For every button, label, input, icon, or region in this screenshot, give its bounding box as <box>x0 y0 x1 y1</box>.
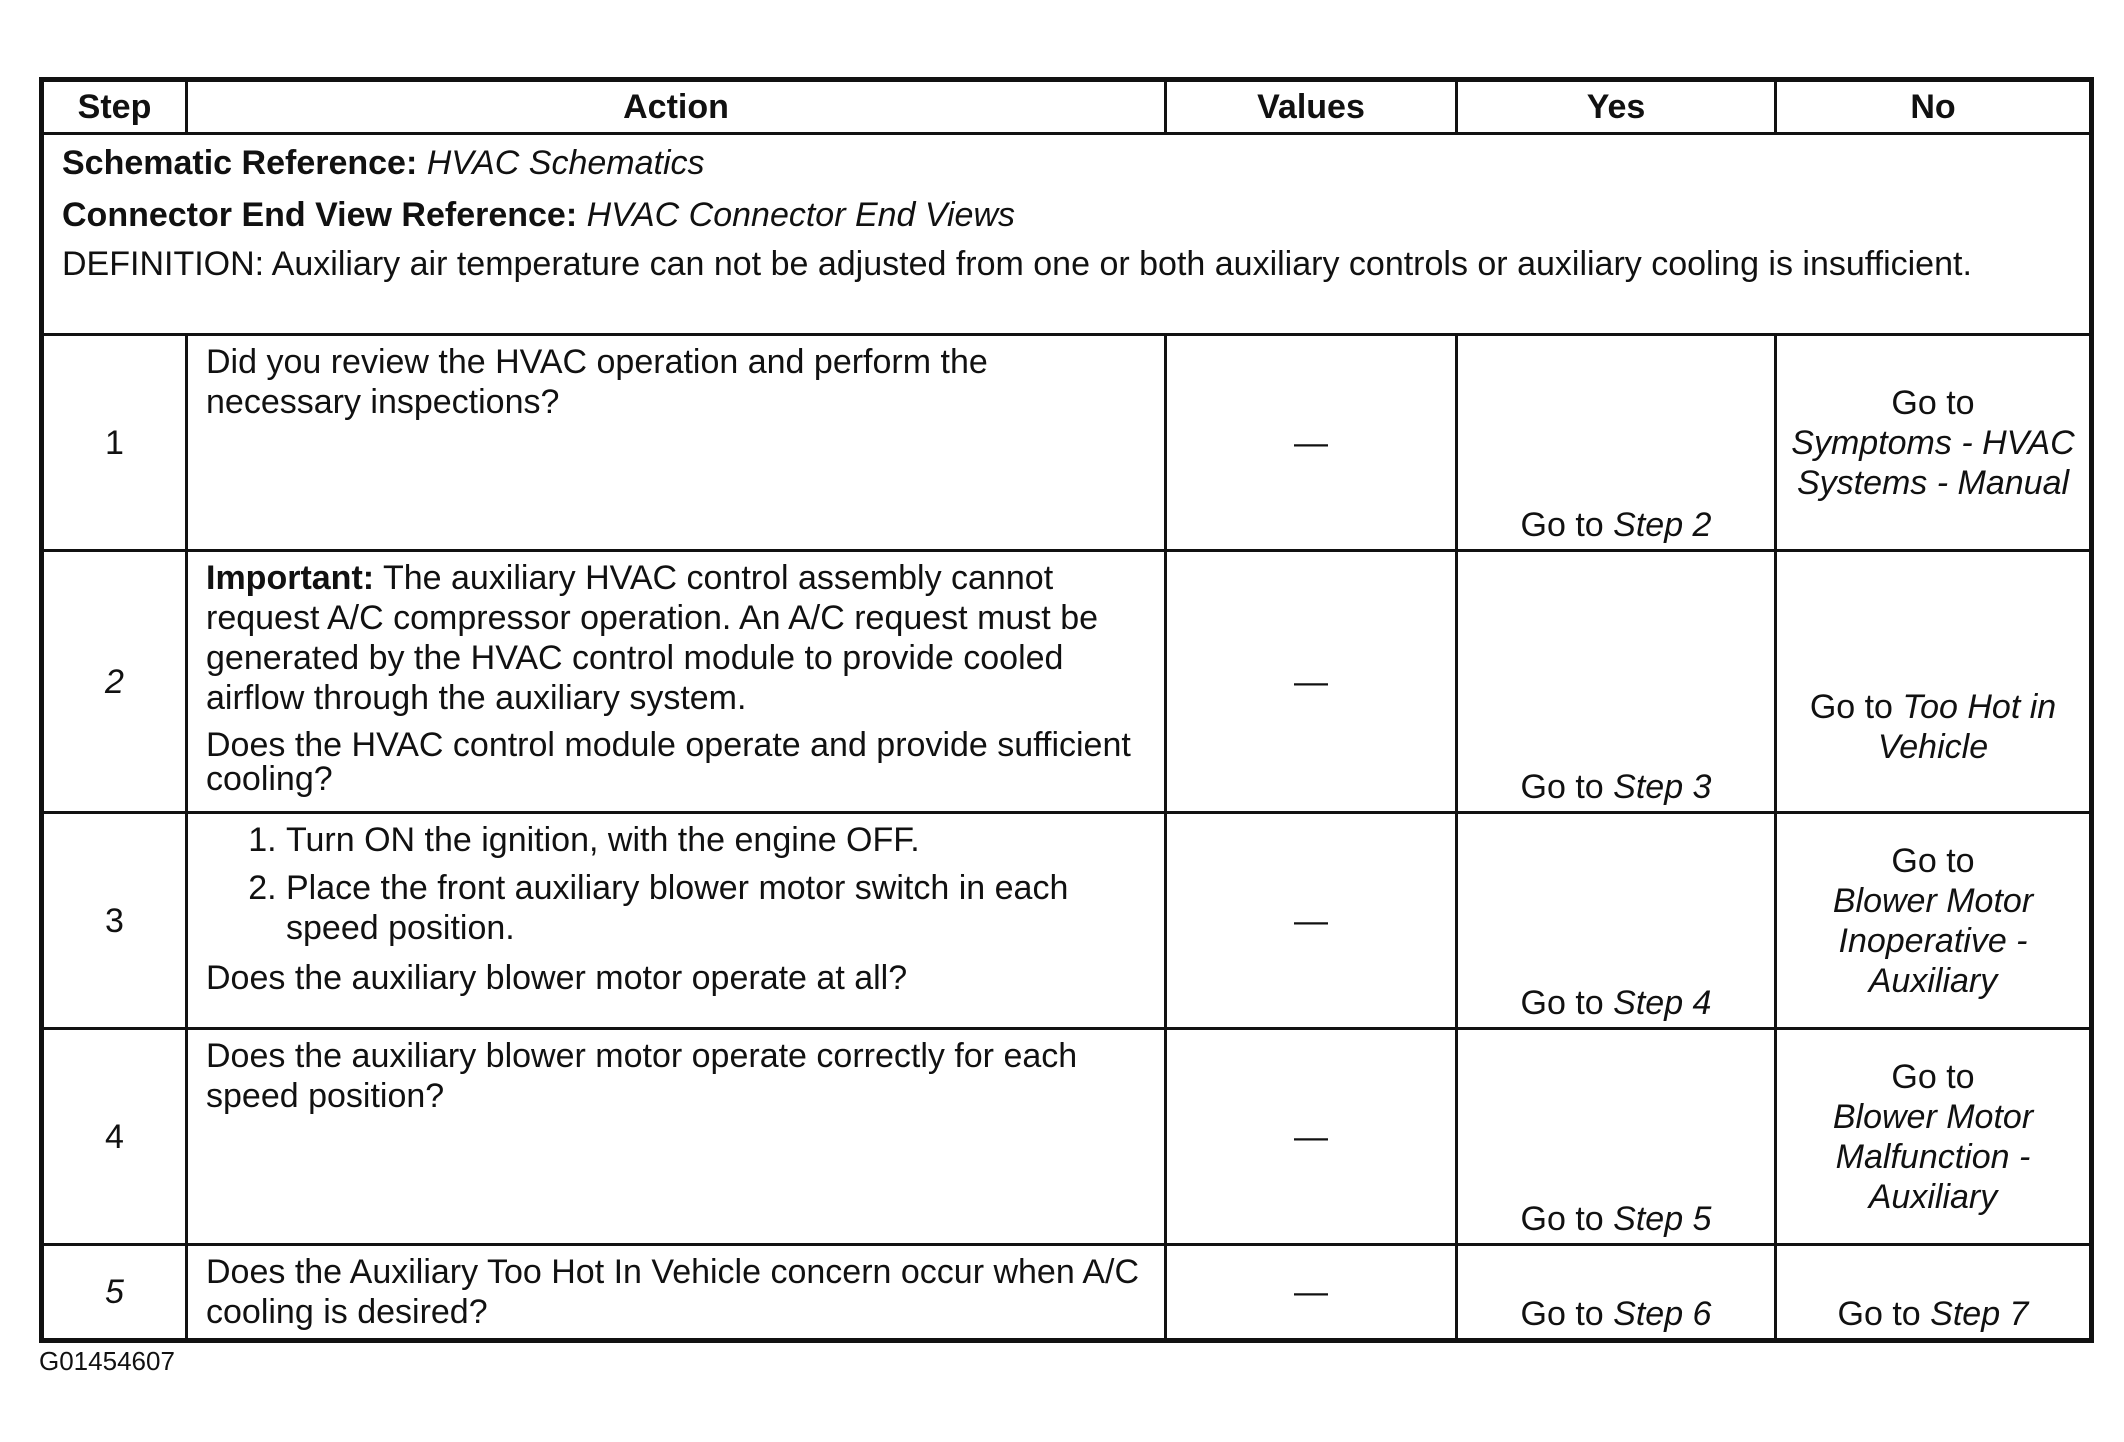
info-cell <box>42 134 2092 335</box>
schematic-link[interactable]: HVAC Schematics <box>426 144 705 182</box>
schematic-reference <box>62 143 2071 183</box>
connector-link[interactable]: HVAC Connector End Views <box>586 196 1015 234</box>
header-values: Values <box>1166 80 1457 134</box>
step-number: 2 <box>42 551 187 813</box>
header-action: Action <box>187 80 1166 134</box>
header-row <box>42 80 2092 134</box>
yes-prefix: Go to <box>1520 1295 1604 1333</box>
action-question: Did you review the HVAC operation and perform the necessary inspections? <box>206 343 988 421</box>
no-cell <box>1776 1029 2092 1245</box>
important-text: The auxiliary HVAC control assembly cannot request A/C compressor operation. An A/C request must be generated by the HVAC control module to provide cooled airflow through the auxiliary system. <box>206 559 1099 717</box>
definition-text: DEFINITION: Auxiliary air temperature can not be adjusted from one or both auxiliary controls or auxiliary cooling is insufficient. <box>62 245 1972 283</box>
no-cell <box>1776 813 2092 1029</box>
no-prefix: Go to <box>1837 1295 1921 1333</box>
values-cell: — <box>1166 1245 1457 1341</box>
action-text <box>187 335 1166 551</box>
table-row <box>42 813 2092 1029</box>
yes-cell <box>1457 335 1776 551</box>
connector-reference <box>62 195 2071 235</box>
procedure-step: 1. Turn ON the ignition, with the engine OFF. <box>286 820 1146 860</box>
header-yes: Yes <box>1457 80 1776 134</box>
table-row <box>42 551 2092 813</box>
values-cell: — <box>1166 551 1457 813</box>
yes-cell <box>1457 1029 1776 1245</box>
info-row <box>42 134 2092 335</box>
table-row <box>42 1245 2092 1341</box>
diagnostic-table <box>39 77 2094 1343</box>
no-cell <box>1776 551 2092 813</box>
action-text <box>187 1029 1166 1245</box>
yes-link[interactable]: Step 3 <box>1613 768 1712 806</box>
values-cell: — <box>1166 335 1457 551</box>
yes-cell <box>1457 813 1776 1029</box>
important-label: Important: <box>206 559 375 597</box>
procedure-step: 2. Place the front auxiliary blower motor switch in each speed position. <box>286 868 1146 948</box>
values-cell: — <box>1166 813 1457 1029</box>
no-cell <box>1776 1245 2092 1341</box>
action-question: Does the auxiliary blower motor operate correctly for each speed position? <box>206 1037 1078 1115</box>
action-question: Does the auxiliary blower motor operate at all? <box>206 959 908 997</box>
header-step: Step <box>42 80 187 134</box>
action-question: Does the Auxiliary Too Hot In Vehicle concern occur when A/C cooling is desired? <box>206 1253 1139 1331</box>
no-prefix: Go to <box>1809 688 1893 726</box>
yes-cell <box>1457 551 1776 813</box>
action-question: Does the HVAC control module operate and provide sufficient cooling? <box>206 726 1131 798</box>
yes-prefix: Go to <box>1520 1200 1604 1238</box>
no-cell <box>1776 335 2092 551</box>
action-text <box>187 551 1166 813</box>
yes-link[interactable]: Step 6 <box>1613 1295 1712 1333</box>
no-link[interactable]: Blower Motor Inoperative - Auxiliary <box>1832 881 2034 1000</box>
action-text <box>187 1245 1166 1341</box>
values-cell: — <box>1166 1029 1457 1245</box>
yes-link[interactable]: Step 5 <box>1613 1200 1712 1238</box>
yes-prefix: Go to <box>1520 984 1604 1022</box>
header-no: No <box>1776 80 2092 134</box>
connector-label: Connector End View Reference: <box>62 196 578 234</box>
procedure-list <box>206 820 1146 948</box>
table-row <box>42 335 2092 551</box>
no-prefix: Go to <box>1891 1057 1975 1096</box>
schematic-label: Schematic Reference: <box>62 144 418 182</box>
important-note <box>206 558 1146 718</box>
step-number: 1 <box>42 335 187 551</box>
figure-id: G01454607 <box>39 1346 175 1376</box>
yes-prefix: Go to <box>1520 506 1604 544</box>
table-row <box>42 1029 2092 1245</box>
no-link[interactable]: Blower Motor Malfunction - Auxiliary <box>1832 1097 2034 1216</box>
action-text <box>187 813 1166 1029</box>
no-prefix: Go to <box>1891 841 1975 880</box>
yes-prefix: Go to <box>1520 768 1604 806</box>
yes-link[interactable]: Step 2 <box>1613 506 1712 544</box>
step-number: 3 <box>42 813 187 1029</box>
no-link[interactable]: Step 7 <box>1930 1295 2029 1333</box>
no-link[interactable]: Too Hot in Vehicle <box>1877 688 2057 766</box>
no-link[interactable]: Symptoms - HVAC Systems - Manual <box>1791 423 2075 502</box>
no-prefix: Go to <box>1891 383 1975 422</box>
yes-link[interactable]: Step 4 <box>1613 984 1712 1022</box>
step-number: 4 <box>42 1029 187 1245</box>
yes-cell <box>1457 1245 1776 1341</box>
step-number: 5 <box>42 1245 187 1341</box>
